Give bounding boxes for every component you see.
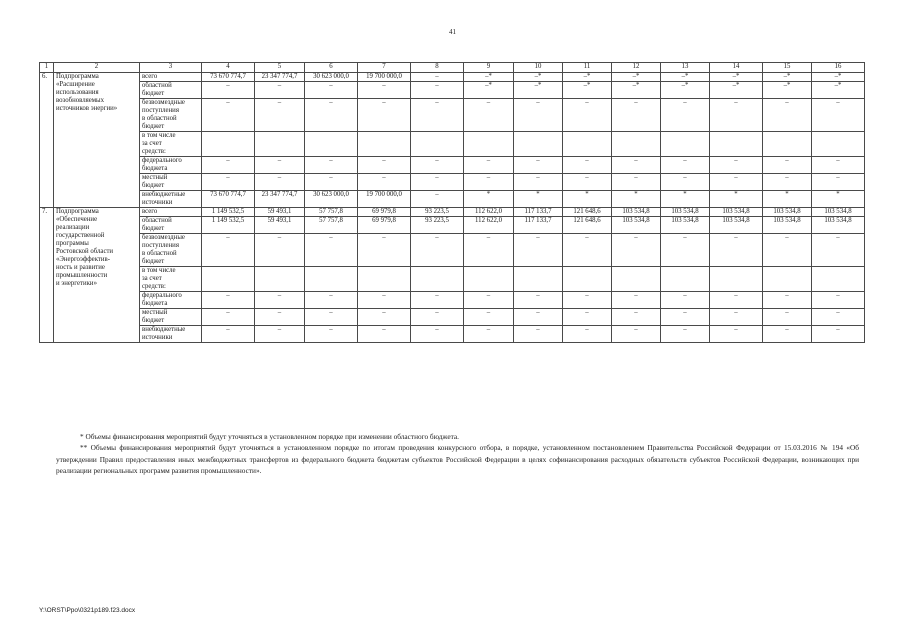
table-row bbox=[40, 326, 865, 343]
table-row bbox=[40, 234, 865, 267]
value-cell: – bbox=[514, 99, 563, 132]
value-cell: – bbox=[514, 292, 563, 309]
value-cell: 103 534,8 bbox=[812, 208, 865, 217]
funding-source bbox=[140, 208, 202, 217]
value-cell: 103 534,8 bbox=[661, 217, 710, 234]
value-cell: – bbox=[763, 292, 812, 309]
value-cell: – bbox=[612, 326, 661, 343]
value-cell: 112 622,0 bbox=[464, 208, 514, 217]
value-cell: * bbox=[514, 191, 563, 208]
value-cell: 103 534,8 bbox=[812, 217, 865, 234]
value-cell: 121 648,6 bbox=[563, 217, 612, 234]
value-cell: 23 347 774,7 bbox=[255, 73, 305, 82]
funding-source-line: всего bbox=[142, 73, 158, 80]
funding-source bbox=[140, 73, 202, 82]
value-cell: – bbox=[661, 326, 710, 343]
value-cell: –* bbox=[514, 82, 563, 99]
funding-source-line: в том числе bbox=[142, 267, 176, 274]
value-cell: – bbox=[255, 309, 305, 326]
value-cell: – bbox=[358, 234, 411, 267]
value-cell: – bbox=[202, 174, 255, 191]
table-row bbox=[40, 73, 865, 82]
header-cell: 13 bbox=[661, 63, 710, 73]
value-cell: – bbox=[763, 326, 812, 343]
funding-source-line: источники bbox=[142, 334, 173, 341]
value-cell: – bbox=[202, 234, 255, 267]
footnotes bbox=[56, 431, 859, 476]
value-cell: –* bbox=[763, 82, 812, 99]
file-path: Y:\ORST\Ppo\0321p189.f23.docx bbox=[39, 607, 136, 614]
value-cell: – bbox=[255, 326, 305, 343]
value-cell: –* bbox=[563, 82, 612, 99]
program-name bbox=[54, 208, 140, 343]
value-cell: – bbox=[612, 157, 661, 174]
value-cell: – bbox=[358, 157, 411, 174]
funding-source-line: бюджет bbox=[142, 182, 165, 189]
value-cell: 57 757,8 bbox=[305, 208, 358, 217]
value-cell: * bbox=[763, 191, 812, 208]
value-cell bbox=[514, 132, 563, 157]
value-cell: – bbox=[612, 174, 661, 191]
value-cell: – bbox=[514, 234, 563, 267]
value-cell: 103 534,8 bbox=[710, 208, 763, 217]
program-name-line: «Обеспечение bbox=[56, 216, 98, 223]
program-name-line: «Расширение bbox=[56, 81, 95, 88]
funding-source-line: поступления bbox=[142, 107, 179, 114]
funding-source bbox=[140, 267, 202, 292]
value-cell: – bbox=[358, 99, 411, 132]
value-cell bbox=[514, 267, 563, 292]
header-cell: 3 bbox=[140, 63, 202, 73]
value-cell: – bbox=[563, 309, 612, 326]
value-cell: – bbox=[255, 157, 305, 174]
value-cell: 69 979,8 bbox=[358, 217, 411, 234]
value-cell: – bbox=[661, 234, 710, 267]
value-cell: – bbox=[464, 99, 514, 132]
value-cell: 112 622,0 bbox=[464, 217, 514, 234]
funding-source bbox=[140, 191, 202, 208]
value-cell: 23 347 774,7 bbox=[255, 191, 305, 208]
value-cell: – bbox=[358, 326, 411, 343]
value-cell: – bbox=[464, 292, 514, 309]
header-cell: 6 bbox=[305, 63, 358, 73]
value-cell: * bbox=[464, 191, 514, 208]
value-cell: – bbox=[305, 174, 358, 191]
value-cell: – bbox=[563, 292, 612, 309]
value-cell: – bbox=[202, 292, 255, 309]
value-cell: – bbox=[411, 326, 464, 343]
value-cell: – bbox=[514, 326, 563, 343]
value-cell: – bbox=[464, 326, 514, 343]
value-cell: – bbox=[563, 157, 612, 174]
value-cell: 103 534,8 bbox=[612, 208, 661, 217]
funding-source bbox=[140, 174, 202, 191]
value-cell bbox=[710, 132, 763, 157]
value-cell: – bbox=[514, 174, 563, 191]
funding-source-line: бюджета bbox=[142, 300, 168, 307]
table-body bbox=[40, 63, 865, 343]
header-cell: 1 bbox=[40, 63, 54, 73]
funding-source bbox=[140, 292, 202, 309]
value-cell bbox=[255, 132, 305, 157]
program-name-line: источников энергии» bbox=[56, 105, 118, 112]
value-cell: * bbox=[612, 191, 661, 208]
budget-table bbox=[39, 62, 865, 343]
funding-source bbox=[140, 99, 202, 132]
value-cell: –* bbox=[514, 73, 563, 82]
value-cell: – bbox=[305, 326, 358, 343]
value-cell: – bbox=[255, 234, 305, 267]
value-cell: – bbox=[812, 326, 865, 343]
value-cell: 73 670 774,7 bbox=[202, 73, 255, 82]
value-cell: – bbox=[812, 99, 865, 132]
value-cell: – bbox=[763, 99, 812, 132]
funding-source-line: бюджет bbox=[142, 225, 165, 232]
value-cell: – bbox=[710, 174, 763, 191]
value-cell: 59 493,1 bbox=[255, 208, 305, 217]
value-cell: – bbox=[661, 99, 710, 132]
value-cell: – bbox=[305, 157, 358, 174]
value-cell bbox=[202, 267, 255, 292]
funding-source-line: в областной bbox=[142, 250, 177, 257]
funding-source bbox=[140, 309, 202, 326]
program-name-line: государственной bbox=[56, 232, 105, 239]
table-row bbox=[40, 217, 865, 234]
value-cell bbox=[305, 267, 358, 292]
value-cell: – bbox=[411, 99, 464, 132]
value-cell: –* bbox=[661, 73, 710, 82]
value-cell: – bbox=[411, 174, 464, 191]
value-cell: – bbox=[812, 157, 865, 174]
program-name-line: промышленности bbox=[56, 272, 108, 279]
value-cell bbox=[358, 267, 411, 292]
value-cell: – bbox=[563, 326, 612, 343]
value-cell: – bbox=[612, 309, 661, 326]
value-cell: –* bbox=[563, 73, 612, 82]
funding-source-line: внебюджетные bbox=[142, 326, 186, 333]
header-row bbox=[40, 63, 865, 73]
value-cell: –* bbox=[710, 82, 763, 99]
value-cell bbox=[202, 132, 255, 157]
table-row bbox=[40, 99, 865, 132]
funding-source-line: бюджет bbox=[142, 258, 165, 265]
funding-source-line: местный bbox=[142, 174, 168, 181]
funding-source bbox=[140, 157, 202, 174]
value-cell: – bbox=[710, 292, 763, 309]
value-cell: – bbox=[255, 82, 305, 99]
program-number: 6. bbox=[40, 73, 54, 208]
funding-source-line: бюджет bbox=[142, 90, 165, 97]
value-cell bbox=[763, 267, 812, 292]
table-row bbox=[40, 157, 865, 174]
program-name-line: программы bbox=[56, 240, 89, 247]
value-cell: –* bbox=[661, 82, 710, 99]
value-cell: – bbox=[710, 99, 763, 132]
value-cell: * bbox=[710, 191, 763, 208]
header-cell: 8 bbox=[411, 63, 464, 73]
value-cell: 121 648,6 bbox=[563, 208, 612, 217]
funding-source-line: всего bbox=[142, 208, 158, 215]
value-cell: 57 757,8 bbox=[305, 217, 358, 234]
value-cell: – bbox=[305, 292, 358, 309]
funding-source-line: федерального bbox=[142, 157, 182, 164]
program-name-line: и энергетики» bbox=[56, 280, 97, 287]
value-cell: – bbox=[763, 309, 812, 326]
value-cell bbox=[612, 132, 661, 157]
footnote-2: ** Объемы финансирования мероприятий будут уточняться в установленном порядке по итогам проведения конкурсного отбора, в порядке, установленном постановлением Правительства Российской Федерации от 15.03.2016 № 194 «Об утверждении Правил предоставления иных межбюджетных трансфертов из федерального бюджета бюджетам субъектов Российской Федерации в целях софинансирования расходных обязательств субъектов Российской Федерации, возникающих при реализации региональных программ развития промышленности». bbox=[56, 443, 859, 475]
value-cell bbox=[563, 132, 612, 157]
program-name-line: «Энергоэффектив- bbox=[56, 256, 110, 263]
table-row bbox=[40, 82, 865, 99]
value-cell: – bbox=[812, 292, 865, 309]
value-cell bbox=[358, 132, 411, 157]
value-cell bbox=[661, 132, 710, 157]
funding-source-line: в областной bbox=[142, 115, 177, 122]
value-cell: – bbox=[255, 99, 305, 132]
value-cell: – bbox=[255, 292, 305, 309]
value-cell: –* bbox=[812, 82, 865, 99]
funding-source-line: безвозмездные bbox=[142, 234, 185, 241]
value-cell: –* bbox=[612, 82, 661, 99]
table-row bbox=[40, 309, 865, 326]
footnote-1: * Объемы финансирования мероприятий будут уточняться в установленном порядке при изменении областного бюджета. bbox=[80, 432, 459, 441]
value-cell: 73 670 774,7 bbox=[202, 191, 255, 208]
value-cell: * bbox=[661, 191, 710, 208]
header-cell: 10 bbox=[514, 63, 563, 73]
value-cell: – bbox=[763, 157, 812, 174]
value-cell bbox=[411, 267, 464, 292]
program-name-line: реализации bbox=[56, 224, 90, 231]
funding-source-line: областной bbox=[142, 82, 172, 89]
value-cell bbox=[710, 267, 763, 292]
table-row bbox=[40, 267, 865, 292]
value-cell: – bbox=[763, 234, 812, 267]
value-cell: – bbox=[202, 99, 255, 132]
program-name-line: Подпрограмма bbox=[56, 73, 99, 80]
program-name-line: использования bbox=[56, 89, 99, 96]
value-cell: 93 223,5 bbox=[411, 208, 464, 217]
value-cell: – bbox=[358, 82, 411, 99]
funding-source-line: источники bbox=[142, 199, 173, 206]
value-cell: – bbox=[305, 234, 358, 267]
value-cell: – bbox=[563, 99, 612, 132]
funding-source-line: местный bbox=[142, 309, 168, 316]
value-cell: – bbox=[612, 292, 661, 309]
header-cell: 2 bbox=[54, 63, 140, 73]
funding-source-line: в том числе bbox=[142, 132, 176, 139]
value-cell: – bbox=[710, 157, 763, 174]
value-cell: – bbox=[763, 174, 812, 191]
value-cell bbox=[563, 267, 612, 292]
funding-source-line: бюджета bbox=[142, 165, 168, 172]
value-cell: –* bbox=[464, 82, 514, 99]
program-name-line: ность и развитие bbox=[56, 264, 105, 271]
value-cell: – bbox=[358, 309, 411, 326]
table-row bbox=[40, 132, 865, 157]
header-cell: 16 bbox=[812, 63, 865, 73]
value-cell: –* bbox=[710, 73, 763, 82]
value-cell: – bbox=[661, 174, 710, 191]
value-cell: 19 700 000,0 bbox=[358, 191, 411, 208]
table-row bbox=[40, 208, 865, 217]
value-cell: – bbox=[411, 73, 464, 82]
funding-source-line: бюджет bbox=[142, 317, 165, 324]
value-cell: – bbox=[411, 157, 464, 174]
value-cell: 30 623 000,0 bbox=[305, 73, 358, 82]
page-number: 41 bbox=[449, 28, 456, 36]
value-cell: –* bbox=[812, 73, 865, 82]
value-cell: – bbox=[812, 309, 865, 326]
value-cell: – bbox=[202, 309, 255, 326]
value-cell: 19 700 000,0 bbox=[358, 73, 411, 82]
value-cell bbox=[763, 132, 812, 157]
value-cell: –* bbox=[612, 73, 661, 82]
funding-source bbox=[140, 234, 202, 267]
program-name-line: Подпрограмма bbox=[56, 208, 99, 215]
header-cell: 9 bbox=[464, 63, 514, 73]
value-cell: – bbox=[563, 174, 612, 191]
header-cell: 15 bbox=[763, 63, 812, 73]
funding-source-line: безвозмездные bbox=[142, 99, 185, 106]
value-cell: – bbox=[202, 326, 255, 343]
funding-source-line: средств: bbox=[142, 283, 166, 290]
value-cell: – bbox=[661, 309, 710, 326]
value-cell: 93 223,5 bbox=[411, 217, 464, 234]
funding-source-line: за счет bbox=[142, 140, 162, 147]
header-cell: 11 bbox=[563, 63, 612, 73]
value-cell: 69 979,8 bbox=[358, 208, 411, 217]
value-cell: – bbox=[305, 82, 358, 99]
program-name-line: возобновляемых bbox=[56, 97, 105, 104]
funding-source-line: поступления bbox=[142, 242, 179, 249]
table-row bbox=[40, 174, 865, 191]
value-cell: 59 493,1 bbox=[255, 217, 305, 234]
value-cell: – bbox=[661, 157, 710, 174]
value-cell bbox=[255, 267, 305, 292]
value-cell: – bbox=[710, 234, 763, 267]
value-cell: – bbox=[812, 174, 865, 191]
value-cell: – bbox=[464, 234, 514, 267]
value-cell: 117 133,7 bbox=[514, 208, 563, 217]
value-cell bbox=[305, 132, 358, 157]
value-cell: 117 133,7 bbox=[514, 217, 563, 234]
value-cell: – bbox=[411, 82, 464, 99]
value-cell: – bbox=[255, 174, 305, 191]
value-cell bbox=[612, 267, 661, 292]
table-row bbox=[40, 191, 865, 208]
value-cell: – bbox=[202, 82, 255, 99]
program-number: 7. bbox=[40, 208, 54, 343]
value-cell bbox=[464, 132, 514, 157]
header-cell: 7 bbox=[358, 63, 411, 73]
value-cell: –* bbox=[763, 73, 812, 82]
value-cell: – bbox=[812, 234, 865, 267]
value-cell: 30 623 000,0 bbox=[305, 191, 358, 208]
value-cell bbox=[411, 132, 464, 157]
value-cell: – bbox=[411, 292, 464, 309]
table-row bbox=[40, 292, 865, 309]
value-cell: – bbox=[358, 174, 411, 191]
value-cell: 103 534,8 bbox=[763, 208, 812, 217]
funding-source-line: за счет bbox=[142, 275, 162, 282]
value-cell: – bbox=[202, 157, 255, 174]
value-cell: – bbox=[710, 309, 763, 326]
value-cell: – bbox=[612, 99, 661, 132]
value-cell bbox=[464, 267, 514, 292]
value-cell bbox=[661, 267, 710, 292]
value-cell: * bbox=[563, 191, 612, 208]
header-cell: 5 bbox=[255, 63, 305, 73]
funding-source-line: средств: bbox=[142, 148, 166, 155]
value-cell: * bbox=[812, 191, 865, 208]
value-cell: – bbox=[411, 234, 464, 267]
value-cell: – bbox=[563, 234, 612, 267]
value-cell: – bbox=[464, 157, 514, 174]
value-cell: –* bbox=[464, 73, 514, 82]
value-cell: 1 149 532,5 bbox=[202, 217, 255, 234]
funding-source bbox=[140, 217, 202, 234]
funding-source-line: федерального bbox=[142, 292, 182, 299]
value-cell: 103 534,8 bbox=[612, 217, 661, 234]
value-cell: – bbox=[305, 309, 358, 326]
value-cell: – bbox=[464, 174, 514, 191]
value-cell: – bbox=[358, 292, 411, 309]
value-cell: – bbox=[411, 309, 464, 326]
value-cell: – bbox=[464, 309, 514, 326]
funding-source-line: областной bbox=[142, 217, 172, 224]
value-cell bbox=[812, 132, 865, 157]
value-cell: – bbox=[514, 157, 563, 174]
funding-source-line: бюджет bbox=[142, 123, 165, 130]
funding-source bbox=[140, 132, 202, 157]
value-cell: 103 534,8 bbox=[661, 208, 710, 217]
header-cell: 4 bbox=[202, 63, 255, 73]
header-cell: 14 bbox=[710, 63, 763, 73]
value-cell: 103 534,8 bbox=[710, 217, 763, 234]
value-cell: – bbox=[661, 292, 710, 309]
value-cell: – bbox=[514, 309, 563, 326]
funding-source-line: внебюджетные bbox=[142, 191, 186, 198]
program-name bbox=[54, 73, 140, 208]
value-cell: – bbox=[710, 326, 763, 343]
program-name-line: Ростовской области bbox=[56, 248, 114, 255]
value-cell: – bbox=[305, 99, 358, 132]
value-cell: – bbox=[411, 191, 464, 208]
header-cell: 12 bbox=[612, 63, 661, 73]
funding-source bbox=[140, 326, 202, 343]
value-cell: – bbox=[612, 234, 661, 267]
value-cell: 103 534,8 bbox=[763, 217, 812, 234]
value-cell bbox=[812, 267, 865, 292]
value-cell: 1 149 532,5 bbox=[202, 208, 255, 217]
funding-source bbox=[140, 82, 202, 99]
